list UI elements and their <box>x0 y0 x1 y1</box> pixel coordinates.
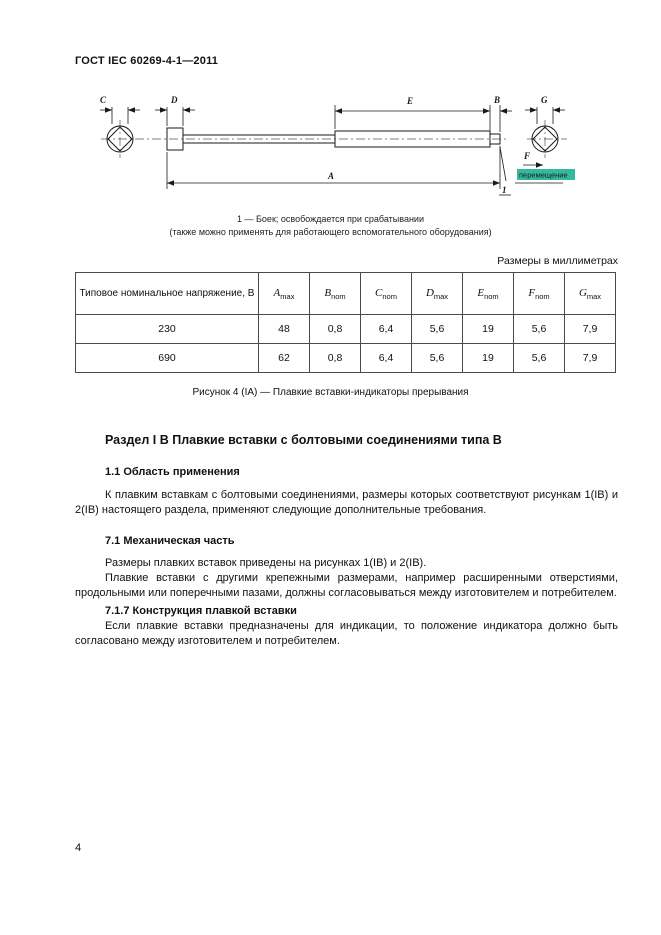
dim-a <box>167 146 500 189</box>
dim-label-e: E <box>406 96 413 106</box>
heading-construction: 7.1.7 Конструкция плавкой вставки <box>105 604 297 617</box>
paragraph-construction: Если плавкие вставки предназначены для индикации, то положение индикатора должно быть согласовано между изготовителем и потребителем. <box>75 619 618 647</box>
dim-col-header: $F_{nom}$ <box>514 273 565 315</box>
heading-scope: 1.1 Область применения <box>105 466 240 479</box>
dim-value-cell: 5,6 <box>514 315 565 344</box>
dim-value-cell: 62 <box>259 344 310 373</box>
document-body <box>75 432 618 649</box>
dim-col-header: $E_{nom}$ <box>463 273 514 315</box>
voltage-cell: 690 <box>76 344 259 373</box>
dimensions-table <box>75 272 616 373</box>
dim-value-cell: 48 <box>259 315 310 344</box>
displacement-label: перемещение <box>518 170 568 180</box>
dim-col-header: $G_{max}$ <box>565 273 616 315</box>
fuse-link-drawing <box>75 89 587 204</box>
dim-e <box>335 105 490 132</box>
dim-d <box>155 107 195 126</box>
table-row <box>76 344 616 373</box>
paragraph-mechanical-2: Плавкие вставки с другими крепежными размерами, например расширенными отверстиями, продольными или поперечными пазами, должны согласовываться между изготовителем и потребителем. <box>75 572 618 600</box>
figure-block <box>0 89 661 209</box>
dim-value-cell: 0,8 <box>310 344 361 373</box>
dim-label-b: B <box>493 95 500 105</box>
voltage-col-header: Типовое номинальное напряжение, В <box>76 273 259 315</box>
dim-value-cell: 5,6 <box>514 344 565 373</box>
paragraph-mechanical-1: Размеры плавких вставок приведены на рисунках 1(IВ) и 2(IВ). <box>105 557 427 570</box>
page-number: 4 <box>75 842 82 854</box>
dim-value-cell: 6,4 <box>361 315 412 344</box>
dim-value-cell: 7,9 <box>565 344 616 373</box>
dim-label-g: G <box>540 95 547 105</box>
dim-label-c: C <box>99 95 106 105</box>
dim-value-cell: 19 <box>463 344 514 373</box>
dims-table-body <box>76 315 616 373</box>
dim-value-cell: 7,9 <box>565 315 616 344</box>
table-row <box>76 315 616 344</box>
section-title: Раздел I В Плавкие вставки с болтовыми соединениями типа В <box>105 433 502 448</box>
figure-note-line1: 1 — Боек; освобождается при срабатывании <box>237 214 424 224</box>
dim-col-header: $A_{max}$ <box>259 273 310 315</box>
striker-label: 1 <box>501 185 506 195</box>
dim-value-cell: 5,6 <box>412 344 463 373</box>
units-note: Размеры в миллиметрах <box>497 255 618 268</box>
dim-value-cell: 0,8 <box>310 315 361 344</box>
figure-note <box>0 213 661 239</box>
dim-label-a: A <box>327 171 334 181</box>
dim-value-cell: 5,6 <box>412 315 463 344</box>
figure-note-line2: (также можно применять для работающего вспомогательного оборудования) <box>169 227 492 238</box>
dim-col-header: $D_{max}$ <box>412 273 463 315</box>
dim-value-cell: 19 <box>463 315 514 344</box>
dims-header-row <box>76 273 616 315</box>
dim-col-header: $C_{nom}$ <box>361 273 412 315</box>
dim-label-d: D <box>170 95 177 105</box>
dim-col-header: $B_{nom}$ <box>310 273 361 315</box>
dim-label-f: F <box>523 151 530 161</box>
voltage-cell: 230 <box>76 315 259 344</box>
dim-value-cell: 6,4 <box>361 344 412 373</box>
centerlines <box>101 120 567 158</box>
figure-caption: Рисунок 4 (IA) — Плавкие вставки-индикаторы прерывания <box>192 387 469 399</box>
document-number: ГОСТ IEC 60269-4-1—2011 <box>75 55 219 67</box>
dim-b <box>500 105 512 132</box>
heading-mechanical: 7.1 Механическая часть <box>105 534 235 547</box>
paragraph-scope: К плавким вставкам с болтовыми соединениями, размеры которых соответствуют рисункам 1(IВ) и 2(IВ) настоящего раздела, применяют следующие дополнительные требования. <box>75 488 618 516</box>
